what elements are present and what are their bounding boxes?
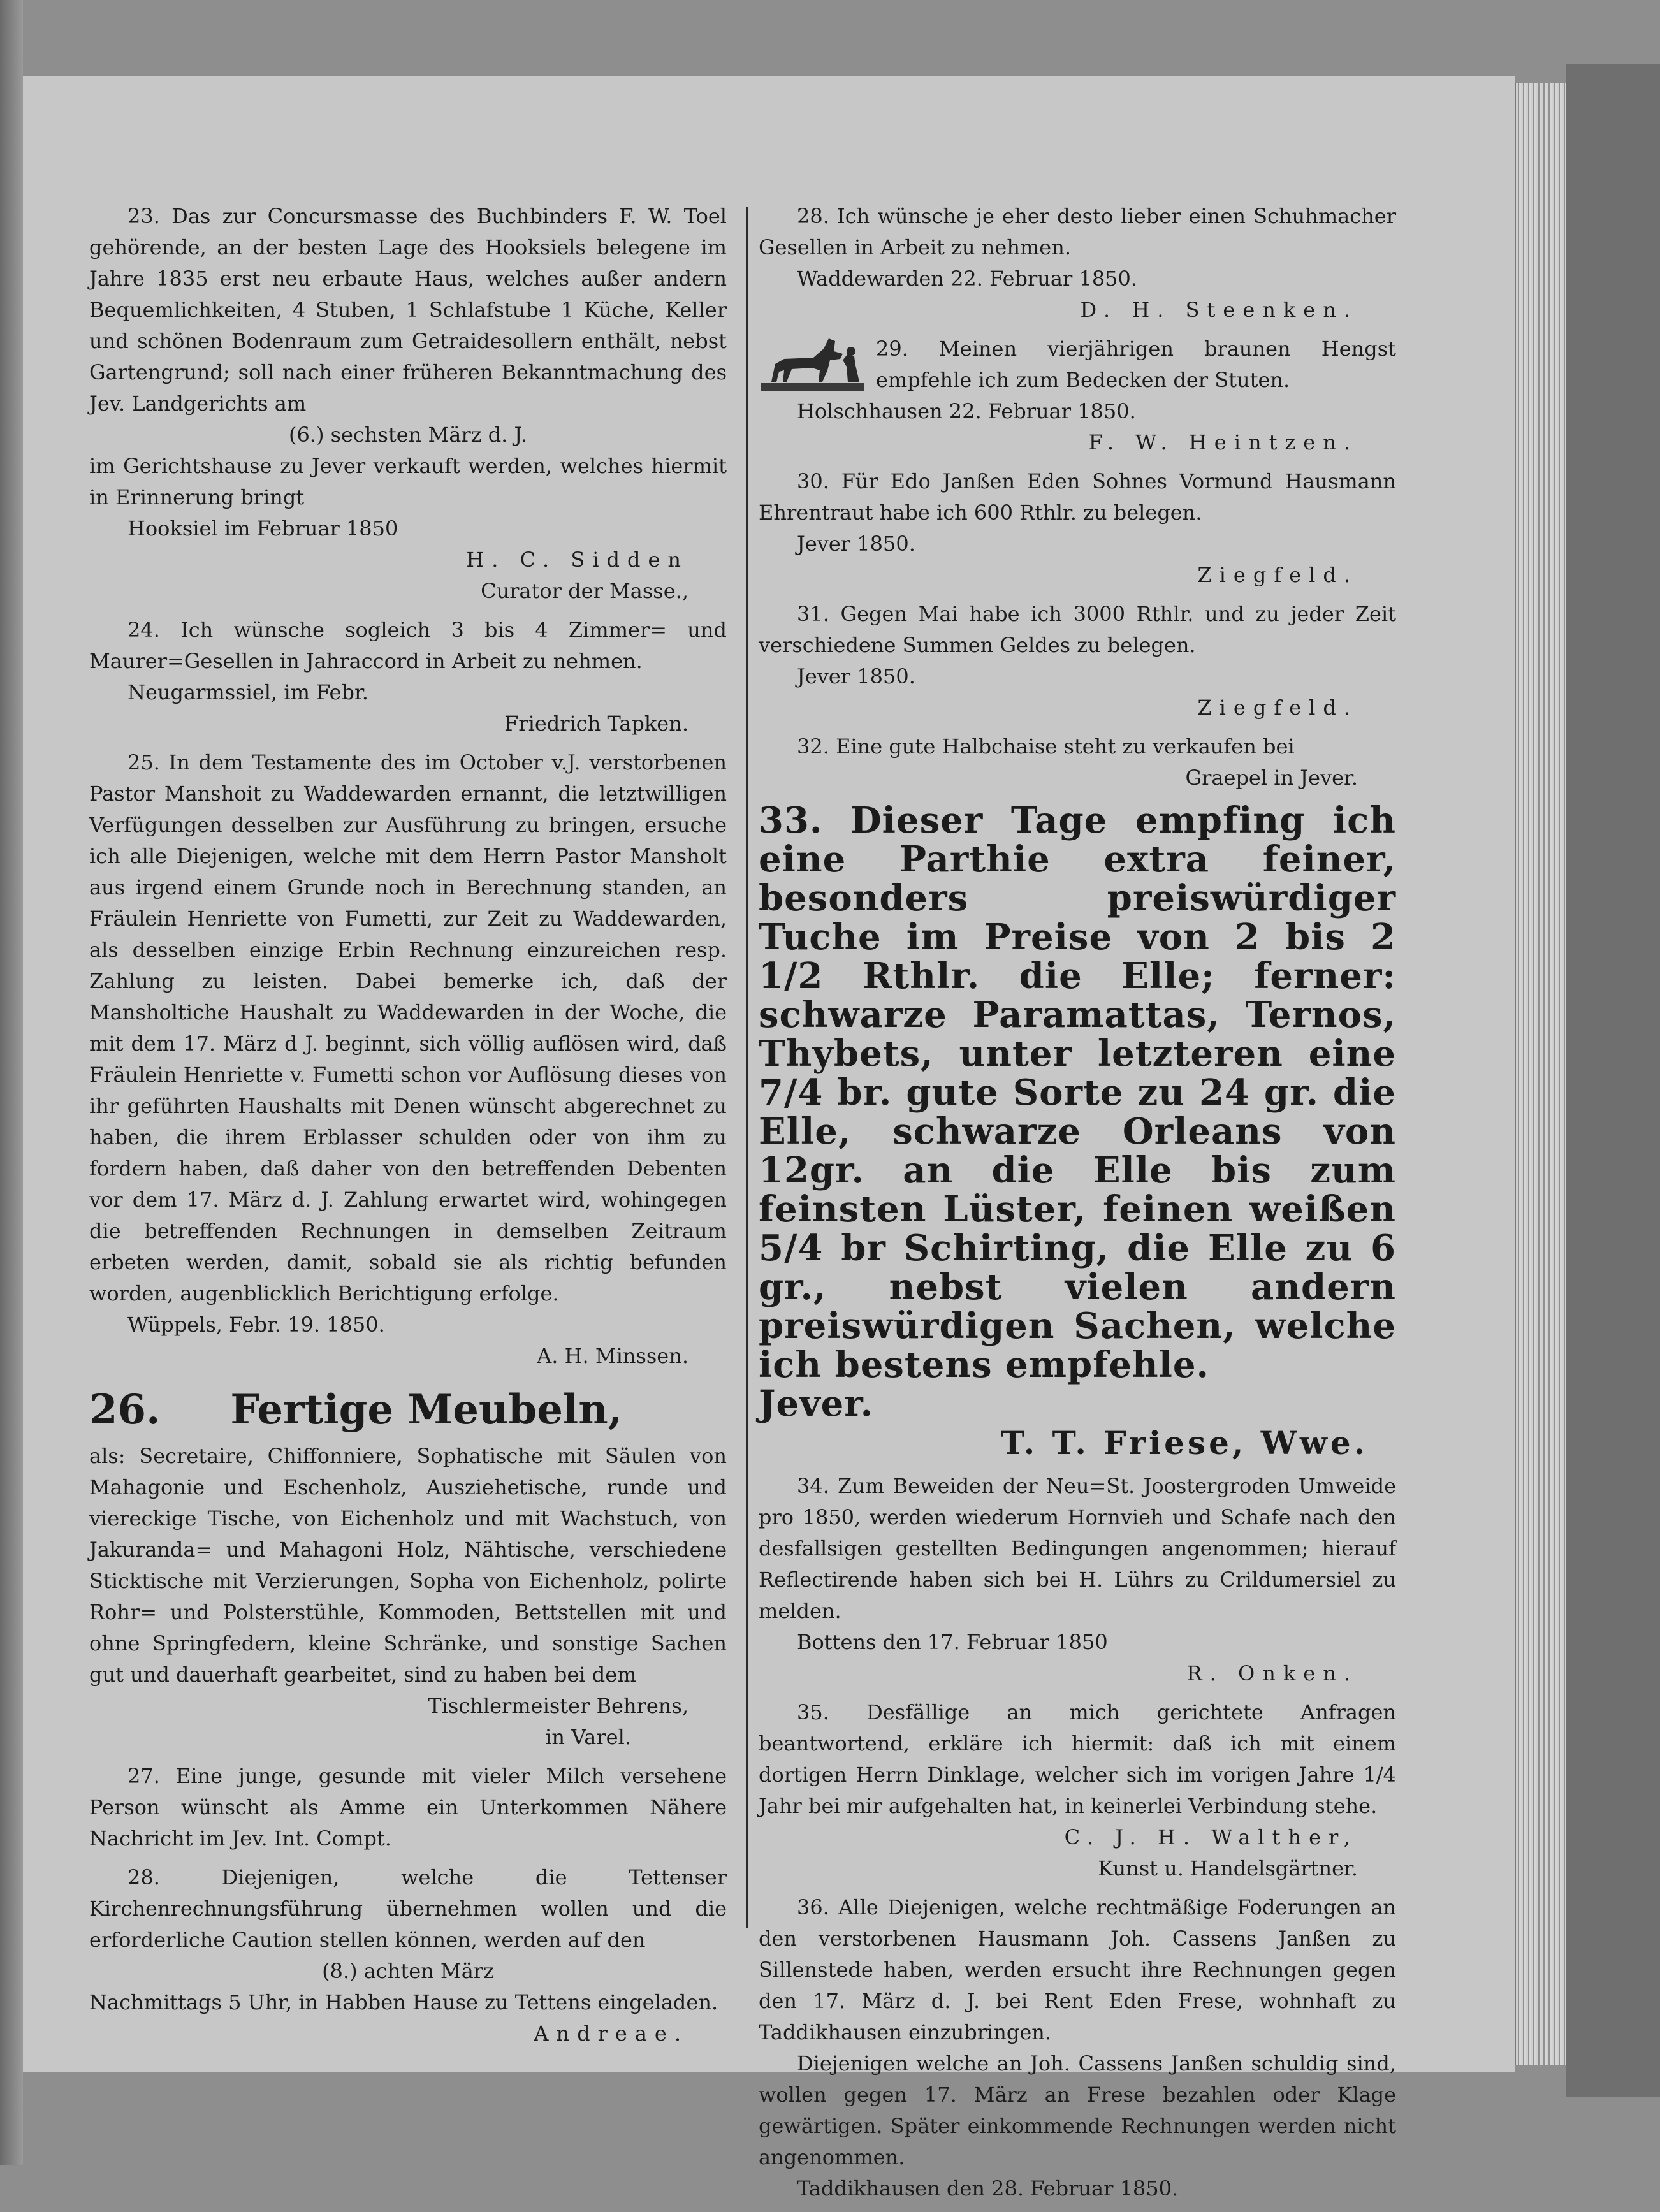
ad-33-signature: T. T. Friese, Wwe. [1001, 1424, 1369, 1462]
ad-25-body: 25. In dem Testamente des im October v.J. verstorbenen Pastor Manshoit zu Waddewarden ernannt, die letztwilligen Verfügungen desselben zur Ausführung zu bringen, ersuche ich alle Diejenigen, welche mit dem Herrn Pastor Mansholt aus irgend einem Grunde noch in Berechnung standen, an Fräulein Henriette von Fumetti, zur Zeit zu Waddewarden, als desselben einzige Erbin Rechnung einzureichen resp. Zahlung zu leisten. Dabei bemerke ich, daß der Mansholtiche Haushalt zu Waddewarden in der Woche, die mit dem 17. März d J. beginnt, sich völlig auflösen wird, daß Fräulein Henriette v. Fumetti schon vor Auflösung dieses von ihr geführten Haushalts mit Denen wünscht abgerechnet zu haben, die ihrem Erblasser schulden oder von ihm zu fordern haben, daß daher von den betreffenden Debenten vor dem 17. März d. J. Zahlung erwartet wird, wohingegen die betreffenden Rechnungen in demselben Zeitraum erbeten werden, damit, sobald sie als richtig befunden worden, augenblicklich Berichtigung erfolge. [89, 750, 727, 1306]
ad-32-body: 32. Eine gute Halbchaise steht zu verkaufen bei [797, 734, 1295, 759]
ad-28b [759, 201, 1396, 326]
ad-33-body: 33. Dieser Tage empfing ich eine Parthie extra feiner, besonders preiswürdiger Tuche im Preise von 2 bis 2 1/2 Rthlr. die Elle; ferner: schwarze Paramattas, Ternos, Thybets, unter letzteren eine 7/4 br. gute Sorte zu 24 gr. die Elle, schwarze Orleans von 12gr. an die Elle bis zum feinsten Lüster, feinen weißen 5/4 br Schirting, die Elle zu 6 gr., nebst vielen andern preiswürdigen Sachen, welche ich bestens empfehle. [759, 799, 1396, 1386]
ad-34 [759, 1471, 1396, 1689]
ad-26-signature: Tischlermeister Behrens, [428, 1694, 688, 1718]
ad-23-date: (6.) sechsten März d. J. [288, 423, 528, 447]
ad-26-signature-place: in Varel. [545, 1725, 631, 1749]
ad-26-body: als: Secretaire, Chiffonniere, Sophatische mit Säulen von Mahagonie und Eschenholz, Ausziehetische, runde und viereckige Tische, von Eichenholz und mit Wachstuch, von Jakuranda= und Mahagoni Holz, Nähtische, verschiedene Sticktische mit Verzierungen, Sopha von Eichenholz, polirte Rohr= und Polsterstühle, Kommoden, Bettstellen mit und ohne Springfedern, kleine Schränke, und sonstige Sachen gut und dauerhaft gearbeitet, sind zu haben bei dem [89, 1444, 727, 1687]
ad-36-place: Taddikhausen den 28. Februar 1850. [797, 2176, 1179, 2201]
ad-28-body: 28. Diejenigen, welche die Tettenser Kirchenrechnungsführung übernehmen wollen und die erforderliche Caution stellen können, werden auf den [89, 1865, 727, 1952]
ad-29-signature: F. W. Heintzen. [1088, 430, 1358, 455]
ad-29-lead [759, 333, 1396, 396]
ad-36 [759, 1892, 1396, 2204]
ad-34-place: Bottens den 17. Februar 1850 [797, 1630, 1108, 1654]
ad-25-place: Wüppels, Febr. 19. 1850. [127, 1313, 385, 1337]
ad-23-body: 23. Das zur Concursmasse des Buchbinders F. W. Toel gehörende, an der besten Lage des Hooksiels belegene im Jahre 1835 erst neu erbaute Haus, welches außer andern Bequemlichkeiten, 4 Stuben, 1 Schlafstube 1 Küche, Keller und schönen Bodenraum zum Getraidesollern enthält, nebst Gartengrund; soll nach einer früheren Bekanntmachung des Jev. Landgerichts am [89, 204, 727, 416]
ad-23 [89, 201, 727, 607]
ad-34-signature: R. Onken. [1186, 1661, 1358, 1685]
ad-24-signature: Friedrich Tapken. [504, 711, 688, 736]
ad-31 [759, 599, 1396, 724]
ad-26-number: 26. [89, 1386, 161, 1434]
ad-27-body: 27. Eine junge, gesunde mit vieler Milch versehene Person wünscht als Amme ein Unterkommen Nähere Nachricht im Jev. Int. Compt. [89, 1764, 727, 1851]
ad-28-body2: Nachmittags 5 Uhr, in Habben Hause zu Tettens eingeladen. [89, 1990, 718, 2014]
ad-29-place: Holschhausen 22. Februar 1850. [797, 399, 1136, 423]
ad-35-signature-title: Kunst u. Handelsgärtner. [1098, 1856, 1358, 1881]
ad-24-place: Neugarmssiel, im Febr. [127, 680, 368, 704]
ad-29 [759, 333, 1396, 458]
ad-28b-signature: D. H. Steenken. [1080, 298, 1358, 322]
right-column [759, 201, 1396, 2212]
ad-35-body: 35. Desfällige an mich gerichtete Anfragen beantwortend, erkläre ich hiermit: daß ich mit einem dortigen Herrn Dinklage, welcher sich im vorigen Jahre 1/4 Jahr bei mir aufgehalten hat, in keinerlei Verbindung stehe. [759, 1700, 1396, 1818]
left-page-gutter [0, 0, 23, 2165]
horse-icon [759, 335, 867, 393]
left-column [89, 201, 727, 2057]
ad-23-body2: im Gerichtshause zu Jever verkauft werden, welches hiermit in Erinnerung bringt [89, 454, 727, 509]
ad-28-date: (8.) achten März [322, 1959, 494, 1983]
ad-23-signature-title: Curator der Masse., [481, 579, 688, 603]
ad-27 [89, 1761, 727, 1854]
ad-32-signature: Graepel in Jever. [1185, 766, 1358, 790]
ad-26 [89, 1379, 727, 1753]
column-divider [746, 207, 748, 1928]
ad-31-signature: Ziegfeld. [1197, 695, 1358, 720]
book-binding [1566, 64, 1660, 2097]
ad-28b-place: Waddewarden 22. Februar 1850. [797, 266, 1138, 291]
ad-35-signature: C. J. H. Walther, [1064, 1825, 1358, 1849]
ad-26-heading-line [89, 1379, 727, 1441]
ad-36-body: 36. Alle Diejenigen, welche rechtmäßige Foderungen an den verstorbenen Hausmann Joh. Cassens Janßen zu Sillenstede haben, werden ersucht ihre Rechnungen gegen den 17. März d. J. bei Rent Eden Frese, wohnhaft zu Taddikhausen einzubringen. [759, 1895, 1396, 2044]
ad-33-place: Jever. [759, 1383, 874, 1425]
ad-25-signature: A. H. Minssen. [537, 1344, 688, 1368]
ad-28b-body: 28. Ich wünsche je eher desto lieber einen Schuhmacher Gesellen in Arbeit zu nehmen. [759, 204, 1396, 259]
ad-24-body: 24. Ich wünsche sogleich 3 bis 4 Zimmer= und Maurer=Gesellen in Jahraccord in Arbeit zu nehmen. [89, 618, 727, 673]
page-stack-edge [1515, 83, 1567, 2065]
ad-33 [759, 801, 1396, 1463]
ad-35 [759, 1697, 1396, 1884]
ad-23-place: Hooksiel im Februar 1850 [127, 516, 398, 541]
ad-28 [89, 1862, 727, 2049]
ad-29-body: 29. Meinen vierjährigen braunen Hengst empfehle ich zum Bedecken der Stuten. [876, 337, 1396, 392]
ad-34-body: 34. Zum Beweiden der Neu=St. Joostergroden Umweide pro 1850, werden wiederum Hornvieh und Schafe nach den desfallsigen gestellten Bedingungen angenommen; hierauf Reflectirende haben sich bei H. Lührs zu Crildumersiel zu melden. [759, 1474, 1396, 1623]
ad-28-signature: Andreae. [534, 2021, 688, 2046]
ad-24 [89, 615, 727, 739]
ad-25 [89, 747, 727, 1372]
ad-31-body: 31. Gegen Mai habe ich 3000 Rthlr. und zu jeder Zeit verschiedene Summen Geldes zu belegen. [759, 602, 1396, 657]
ad-30-place: Jever 1850. [797, 532, 915, 556]
ad-30-signature: Ziegfeld. [1197, 563, 1358, 587]
ad-36-body2: Diejenigen welche an Joh. Cassens Janßen schuldig sind, wollen gegen 17. März an Frese bezahlen oder Klage gewärtigen. Später einkommende Rechnungen werden nicht angenommen. [759, 2051, 1396, 2169]
ad-30 [759, 466, 1396, 591]
ad-31-place: Jever 1850. [797, 664, 915, 688]
ad-26-heading: Fertige Meubeln, [230, 1386, 623, 1434]
ad-32 [759, 731, 1396, 794]
ad-23-signature: H. C. Sidden [466, 548, 688, 572]
ad-30-body: 30. Für Edo Janßen Eden Sohnes Vormund Hausmann Ehrentraut habe ich 600 Rthlr. zu belegen. [759, 469, 1396, 525]
